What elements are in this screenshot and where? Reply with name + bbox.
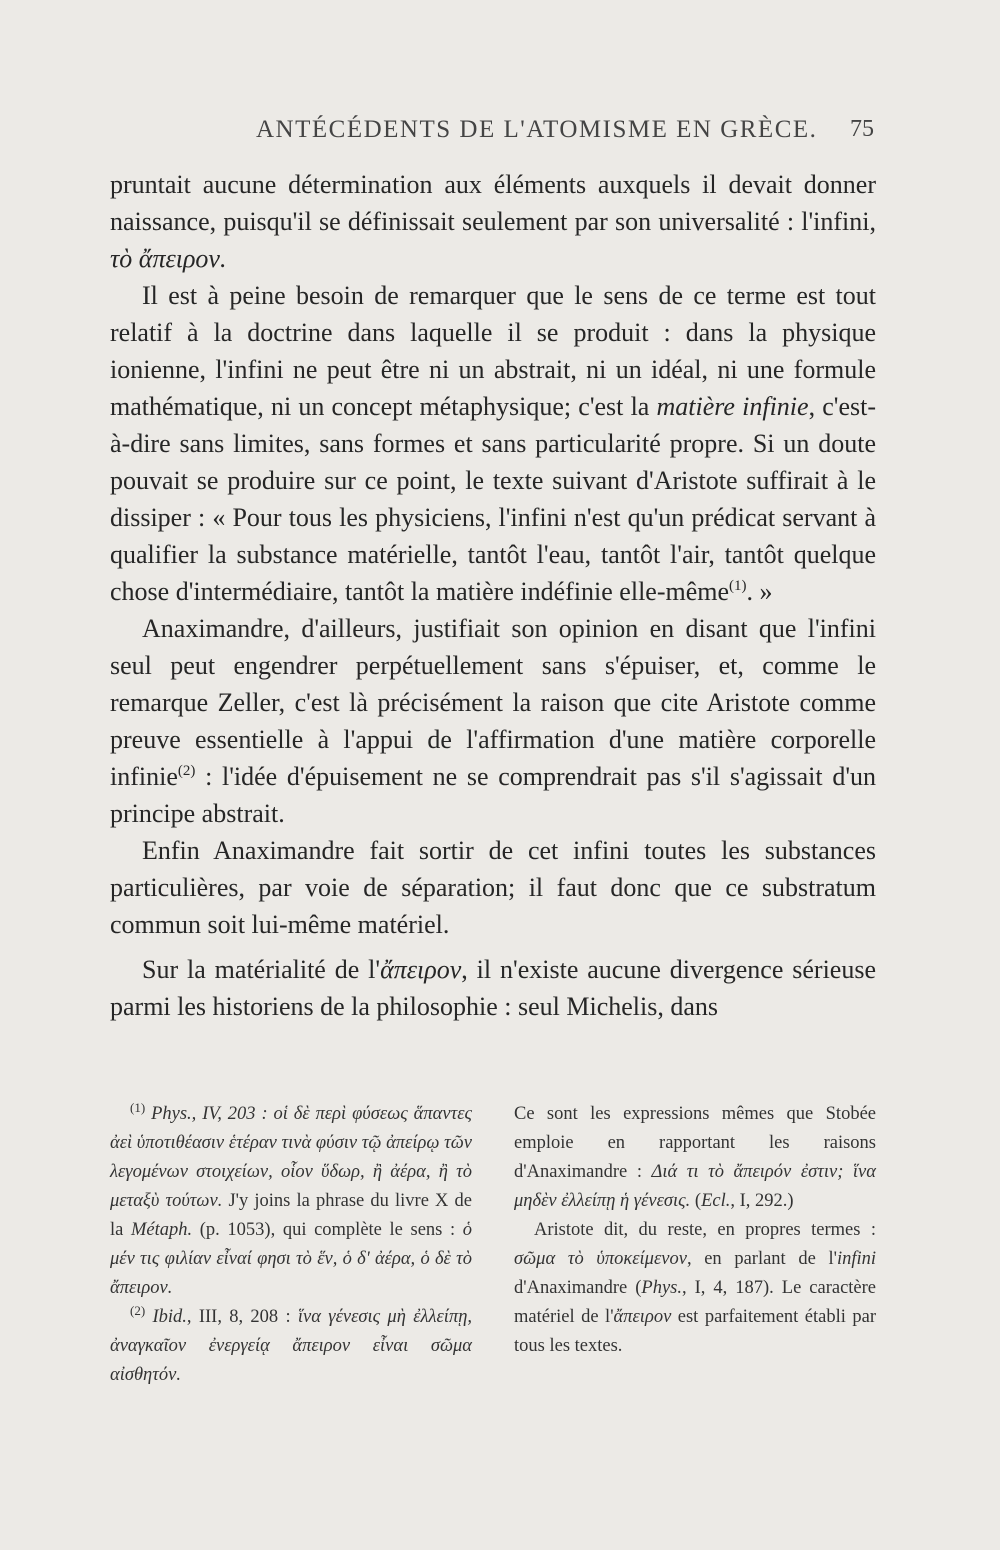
footnote-2-mark: (2) bbox=[130, 1303, 146, 1318]
paragraph-3 bbox=[110, 610, 876, 832]
footnote-2-text-c: ( bbox=[690, 1191, 702, 1211]
paragraph-4: Enfin Anaximandre fait sortir de cet infini toutes les substances particulières, par voie de séparation; il faut donc que ce substratum commun soit lui-même matériel. bbox=[110, 836, 876, 939]
footnote-3-text-a: Aristote dit, du reste, en propres termes : bbox=[534, 1220, 876, 1240]
footnote-2-continued bbox=[514, 1100, 876, 1216]
footnote-3-text-c: d'Anaximandre ( bbox=[514, 1278, 642, 1298]
footnote-3-greek-1: σῶμα τὸ ὑποκείμενον bbox=[514, 1249, 687, 1269]
footnote-2-ecl: Ecl. bbox=[701, 1191, 731, 1211]
footnotes-right-column bbox=[514, 1100, 876, 1390]
footnote-2-greek-2: Διά τι τὸ ἄπειρόν ἐστιν; ἵνα μηδὲν ἐλλείπῃ ἡ γένεσις. bbox=[514, 1162, 876, 1211]
footnote-2 bbox=[110, 1303, 472, 1390]
paragraph-3-text-a: Anaximandre, d'ailleurs, justifiait son opinion en disant que l'infini seul peut engendrer perpétuellement sans s'épuiser, et, comme le remarque Zeller, c'est là précisément la raison que cite Aristote comme preuve essentielle à l'appui de l'affirmation d'une matière corporelle infinie bbox=[110, 614, 876, 791]
paragraph-3-text-b: : l'idée d'épuisement ne se comprendrait pas s'il s'agissait d'un principe abstrait. bbox=[110, 762, 876, 828]
footnote-ref-1[interactable]: (1) bbox=[729, 578, 747, 594]
footnotes bbox=[110, 1100, 876, 1390]
footnote-2-ibid: Ibid. bbox=[152, 1307, 187, 1327]
footnote-1-metaph: Métaph. bbox=[130, 1220, 193, 1240]
greek-term: τὸ ἄπειρον. bbox=[110, 244, 227, 273]
footnote-3-greek-2: ἄπειρον bbox=[613, 1307, 672, 1327]
main-text bbox=[110, 166, 876, 1025]
emphasis-matiere-infinie: matière infinie bbox=[656, 392, 809, 421]
paragraph-1 bbox=[110, 166, 876, 277]
footnote-ref-2[interactable]: (2) bbox=[177, 763, 196, 779]
footnote-1-text-c: (p. 1053), qui complète le sens : bbox=[192, 1220, 463, 1240]
footnote-1-greek-1: οἱ δὲ περὶ φύσεως ἅπαντες ἀεὶ ὑποτιθέασιν ἑτέραν τινὰ φύσιν τῷ ἀπείρῳ τῶν λεγομένων στοιχείων, οἷον ὕδωρ, ἢ ἀέρα, ἢ τὸ μεταξὺ τούτων. bbox=[110, 1104, 473, 1211]
paragraph-5 bbox=[110, 951, 876, 1025]
paragraph-2 bbox=[110, 277, 876, 610]
paragraph-2-text-c: . » bbox=[746, 577, 773, 606]
page-header bbox=[124, 116, 876, 156]
greek-term: ἄπειρον bbox=[380, 955, 462, 984]
paragraph-2-text-b: , c'est-à-dire sans limites, sans formes et sans particularité propre. Si un doute pouvait se produire sur ce point, le texte suivant d'Aristote suffirait à le dissiper : « Pour tous les physiciens, l'infini n'est qu'un prédicat servant à qualifier la substance matérielle, tantôt l'eau, tantôt l'air, tantôt quelque chose d'intermédiaire, tantôt la matière indéfinie elle-même bbox=[110, 392, 876, 606]
footnotes-left-column bbox=[110, 1100, 472, 1390]
footnote-1 bbox=[110, 1100, 472, 1303]
paragraph-1-text: pruntait aucune détermination aux éléments auxquels il devait donner naissance, puisqu'il se définissait seulement par son universalité : l'infini, bbox=[110, 170, 876, 236]
footnote-2-greek-1: ἵνα γένεσις μὴ ἐλλείπῃ, ἀναγκαῖον ἐνεργείᾳ ἄπειρον εἶναι σῶμα αἰσθητόν. bbox=[110, 1307, 473, 1385]
footnote-1-mark: (1) bbox=[130, 1100, 146, 1115]
footnote-3-text-b: , en parlant de l' bbox=[686, 1249, 837, 1269]
running-title: ANTÉCÉDENTS DE L'ATOMISME EN GRÈCE. bbox=[256, 116, 818, 143]
footnote-3-infini: infini bbox=[836, 1249, 876, 1269]
footnote-1-source: Phys., IV, 203 : bbox=[151, 1104, 274, 1124]
footnote-2-text-d: , I, 292.) bbox=[730, 1191, 794, 1211]
footnote-2-text-b: Ce sont les expressions mêmes que Stobée emploie en rapportant les raisons d'Anaximandre : bbox=[514, 1104, 876, 1182]
paragraph-2-text-a: Il est à peine besoin de remarquer que le sens de ce terme est tout relatif à la doctrine dans laquelle il se produit : dans la physique ionienne, l'infini ne peut être ni un abstrait, ni un idéal, ni une formule mathématique, ni un concept métaphysique; c'est la bbox=[110, 281, 876, 421]
footnote-1-text-b: J'y joins la phrase du livre X de la bbox=[110, 1191, 472, 1240]
page-number: 75 bbox=[850, 116, 874, 142]
paragraph-5-text-a: Sur la matérialité de l' bbox=[142, 955, 381, 984]
footnote-3-phys: Phys. bbox=[641, 1278, 683, 1298]
footnote-3-text-d: , I, 4, 187). Le caractère matériel de l' bbox=[514, 1278, 876, 1327]
footnote-3-text-e: est parfaitement établi par tous les textes. bbox=[514, 1307, 876, 1356]
footnote-1-greek-2: ὁ μέν τις φιλίαν εἶναί φησι τὸ ἕν, ὁ δ' ἀέρα, ὁ δὲ τὸ ἄπειρον. bbox=[110, 1220, 472, 1298]
footnote-2-text-a: , III, 8, 208 : bbox=[186, 1307, 298, 1327]
footnote-3 bbox=[514, 1216, 876, 1361]
paragraph-5-text-b: , il n'existe aucune divergence sérieuse parmi les historiens de la philosophie : seul Michelis, dans bbox=[110, 955, 876, 1021]
